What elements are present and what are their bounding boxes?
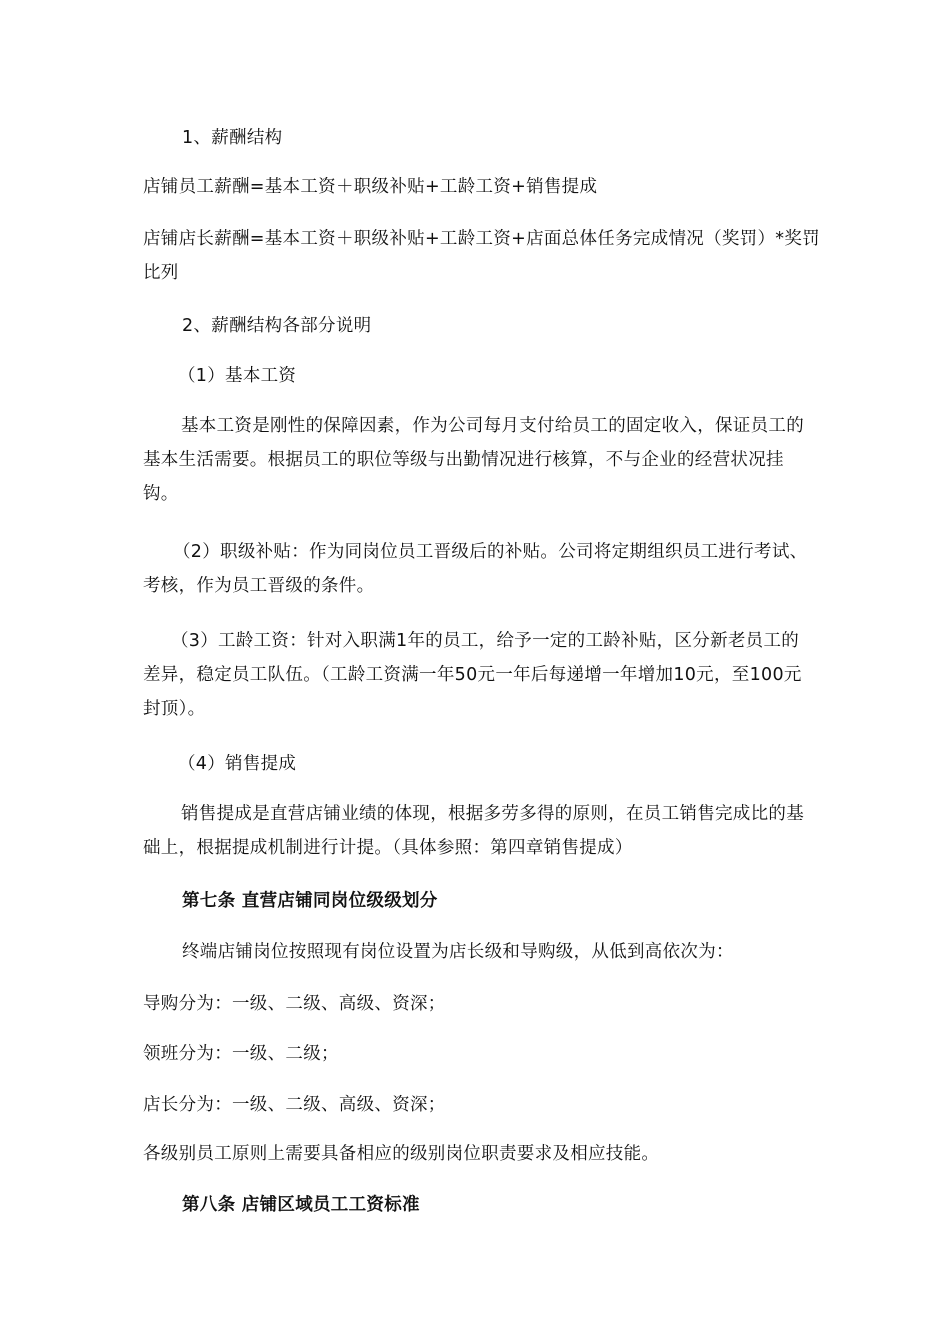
base-salary-description: 基本工资是刚性的保障因素，作为公司每月支付给员工的固定收入，保证员工的基本生活需要。根据员工的职位等级与出勤情况进行核算，不与企业的经营状况挂钩。 — [143, 416, 804, 504]
article-8-title: 第八条 店铺区域员工工资标准 — [182, 1195, 420, 1215]
article-7-title: 第七条 直营店铺同岗位级级划分 — [182, 891, 438, 911]
section-heading-salary-structure: 1、薪酬结构 — [182, 128, 283, 148]
sales-commission-description: 销售提成是直营店铺业绩的体现，根据多劳多得的原则，在员工销售完成比的基础上，根据提成机制进行计提。（具体参照：第四章销售提成） — [143, 804, 804, 858]
subheading-base-salary: （1）基本工资 — [178, 366, 297, 386]
article-7-intro: 终端店铺岗位按照现有岗位设置为店长级和导购级，从低到高依次为： — [182, 942, 734, 962]
seniority-pay-description: （3）工龄工资：针对入职满1年的员工，给予一定的工龄补贴，区分新老员工的差异，稳定员工队伍。（工龄工资满一年50元一年后每递增一年增加10元，至100元封顶）。 — [143, 631, 802, 719]
manager-salary-formula: 店铺店长薪酬=基本工资＋职级补贴+工龄工资+店面总体任务完成情况（奖罚）*奖罚比列 — [143, 229, 820, 283]
section-heading-salary-parts: 2、薪酬结构各部分说明 — [182, 316, 372, 336]
guide-levels: 导购分为：一级、二级、高级、资深； — [143, 994, 446, 1014]
level-requirement: 各级别员工原则上需要具备相应的级别岗位职责要求及相应技能。 — [143, 1144, 660, 1164]
manager-levels: 店长分为：一级、二级、高级、资深； — [143, 1095, 446, 1115]
rank-allowance-description: （2）职级补贴：作为同岗位员工晋级后的补贴。公司将定期组织员工进行考试、考核，作为员工晋级的条件。 — [143, 542, 808, 596]
staff-salary-formula: 店铺员工薪酬=基本工资＋职级补贴+工龄工资+销售提成 — [143, 177, 598, 197]
subheading-sales-commission: （4）销售提成 — [178, 754, 297, 774]
leader-levels: 领班分为：一级、二级； — [143, 1044, 339, 1064]
